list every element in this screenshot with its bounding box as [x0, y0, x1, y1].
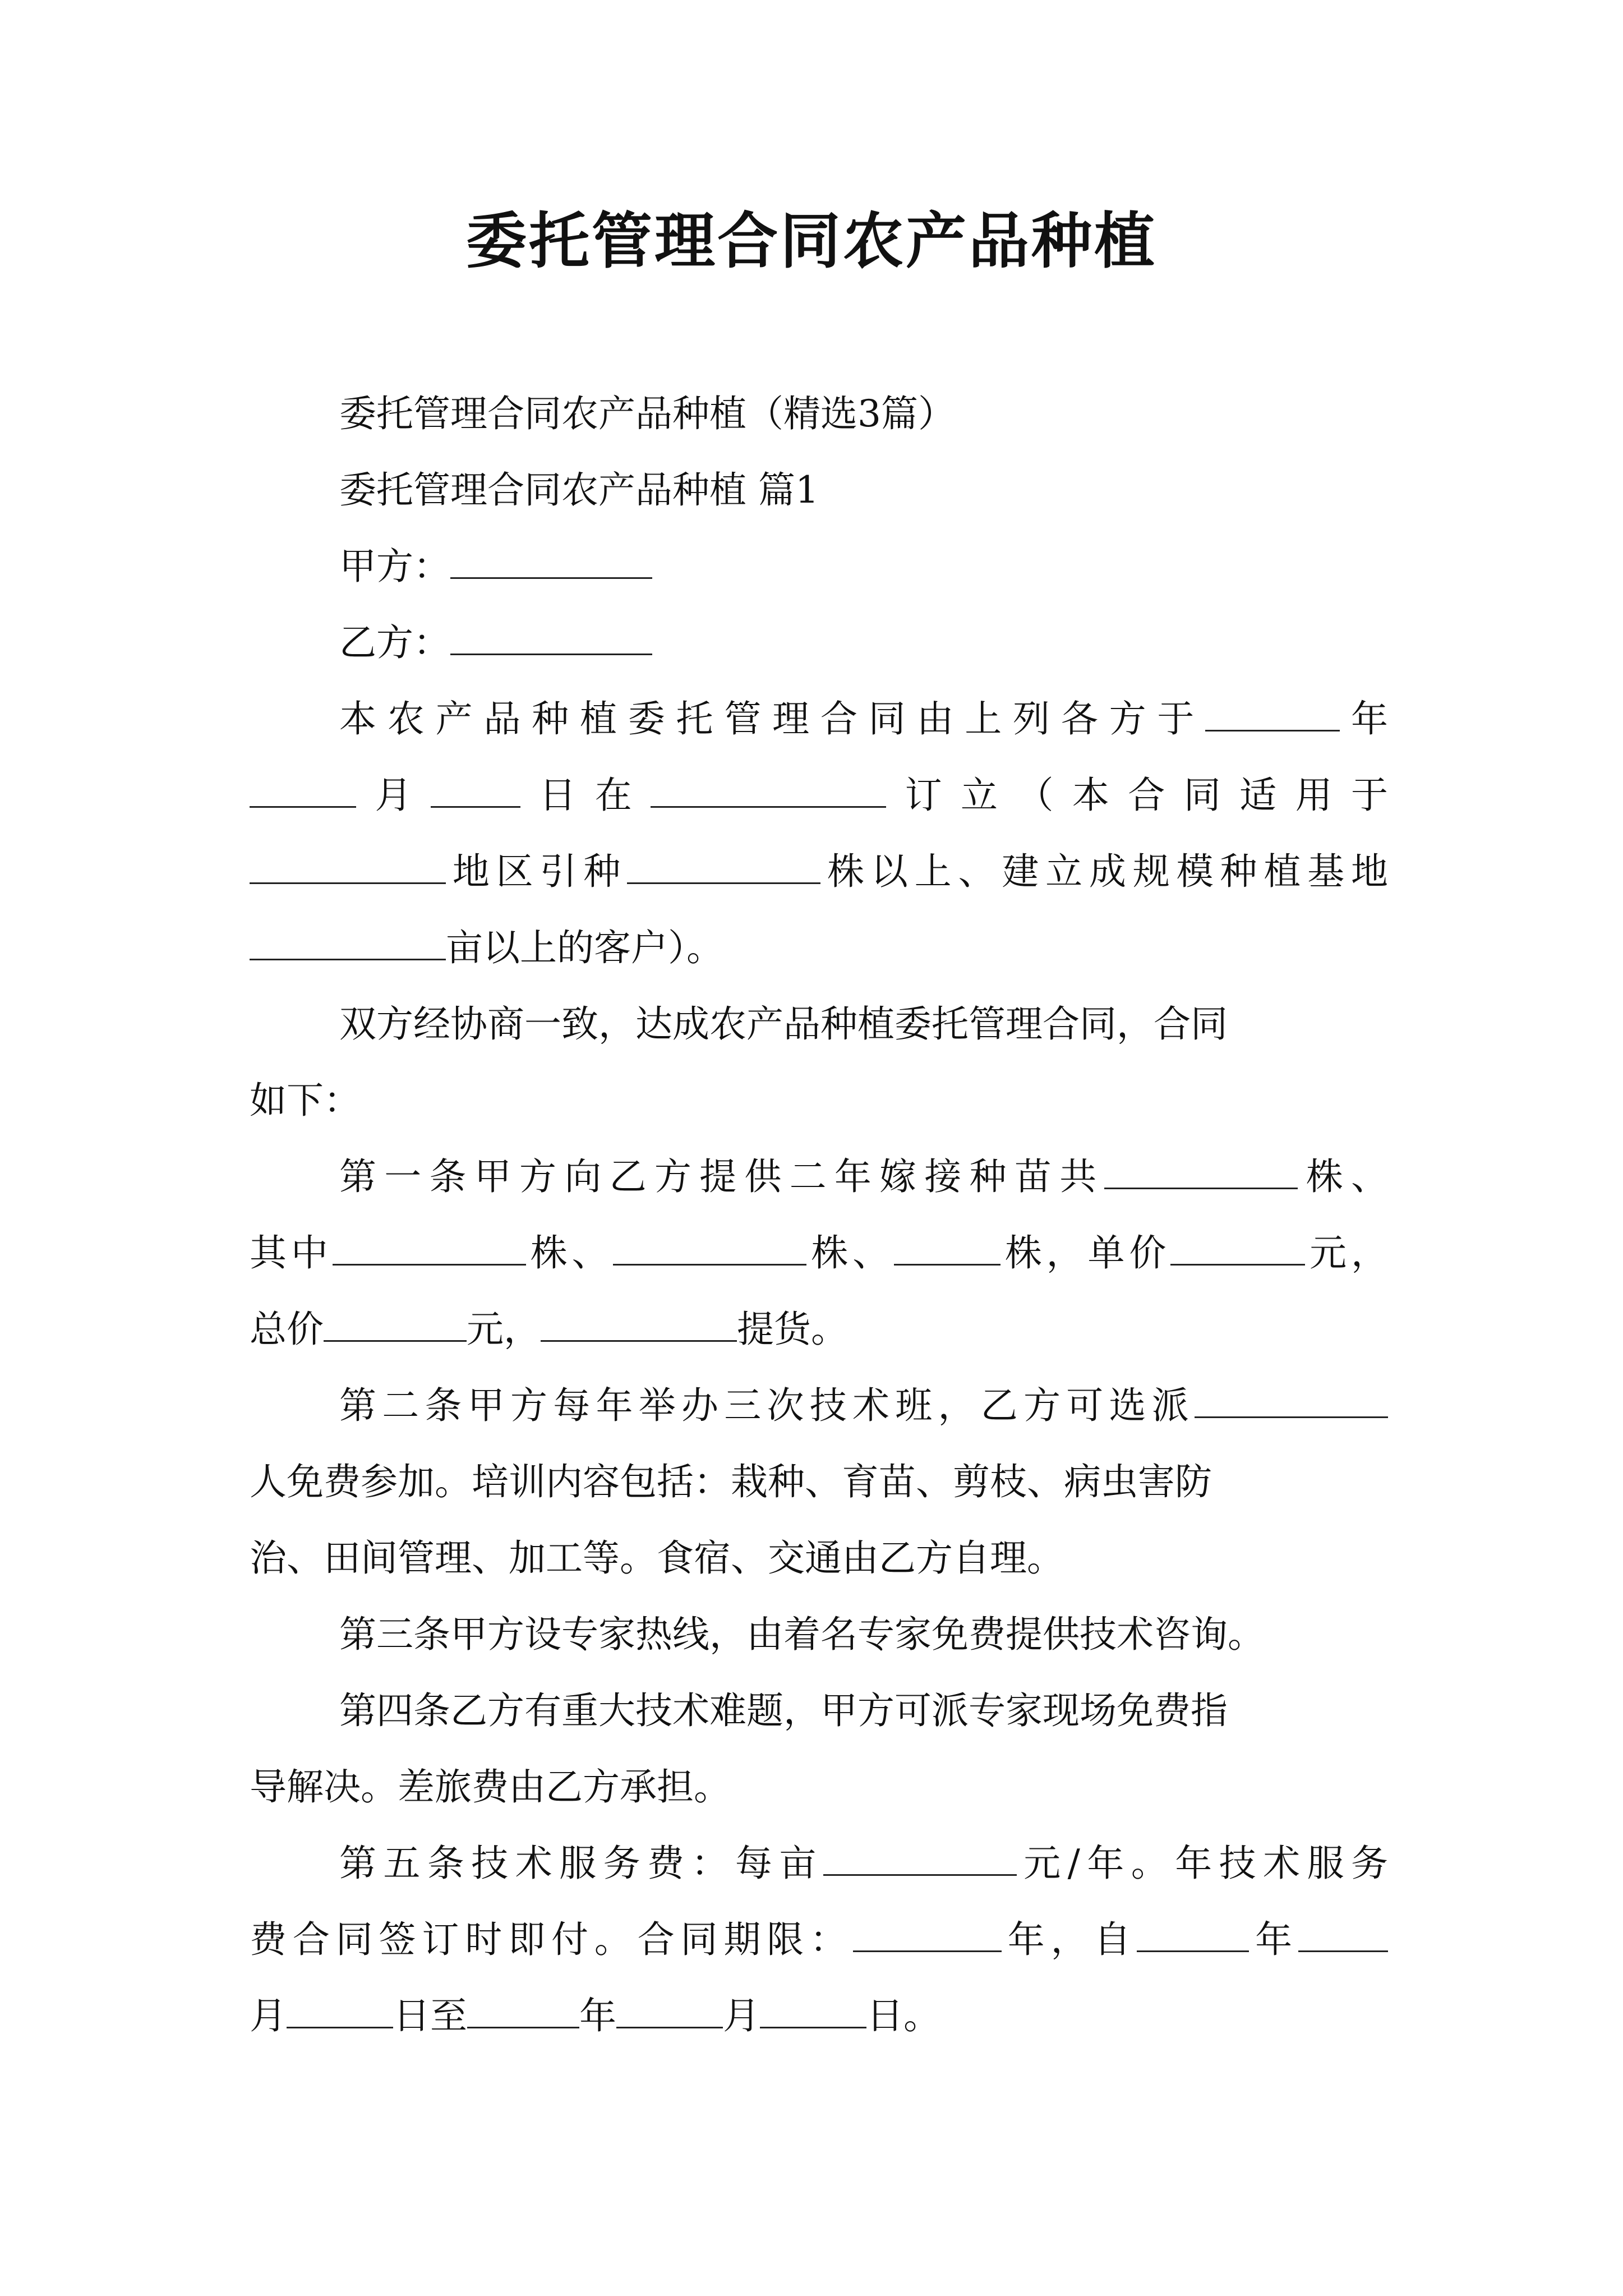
article-5-text-9: 月: [723, 1994, 760, 2037]
place-blank: [651, 773, 886, 808]
party-a-label: 甲方：: [339, 545, 450, 588]
intro-text-3: 月: [356, 774, 431, 817]
article-1-text-6: 株，单价: [1000, 1231, 1171, 1274]
seedling-type-3-blank: [894, 1231, 1000, 1266]
agreement-line-1: 双方经协商一致，达成农产品种植委托管理合同，合同: [339, 1002, 1228, 1046]
article-5-text-3: 费合同签订时即付。合同期限：: [250, 1918, 853, 1961]
intro-text-2: 年: [1340, 697, 1389, 740]
plant-count-blank: [627, 849, 820, 884]
seedling-type-1-blank: [333, 1231, 526, 1266]
unit-price-blank: [1170, 1231, 1305, 1266]
term-years-blank: [853, 1917, 1002, 1952]
article-5-text-7: 日至: [393, 1994, 467, 2037]
region-blank: [250, 849, 446, 884]
article-1-text-5: 株、: [806, 1231, 894, 1274]
article-1-line-1: [250, 1139, 1388, 1215]
article-1-text-10: 提货。: [737, 1308, 848, 1351]
year-blank: [1205, 697, 1340, 731]
article-2-text-1: 第二条甲方每年举办三次技术班，乙方可选派: [339, 1384, 1195, 1427]
end-year-blank: [467, 1994, 579, 2028]
document-title: 委托管理合同农产品种植: [465, 206, 1157, 277]
trainee-count-blank: [1195, 1383, 1388, 1418]
article-1-text-1: 第一条甲方向乙方提供二年嫁接种苗共: [339, 1155, 1105, 1198]
party-b-line: [250, 605, 1388, 681]
intro-line-1: [250, 681, 1388, 757]
delivery-blank: [541, 1307, 737, 1342]
end-day-blank: [760, 1994, 866, 2028]
article-1-line-2: [250, 1215, 1388, 1291]
service-fee-blank: [823, 1841, 1017, 1876]
article-5-text-1: 第五条技术服务费：每亩: [339, 1842, 823, 1885]
article-1-text-3: 其中: [250, 1231, 333, 1274]
start-month-blank: [1298, 1917, 1388, 1952]
end-month-blank: [616, 1994, 723, 2028]
acre-blank: [250, 926, 446, 960]
article-5-text-6: 月: [250, 1994, 287, 2037]
article-1-text-9: 元，: [467, 1308, 541, 1351]
article-2-line-3: 治、田间管理、加工等。食宿、交通由乙方自理。: [250, 1536, 1064, 1580]
intro-line-3: [250, 834, 1388, 910]
article-1-line-3: [250, 1291, 1388, 1368]
total-price-blank: [324, 1307, 467, 1342]
article-5-line-2: [250, 1902, 1388, 1978]
intro-text-6: 地区引种: [446, 850, 628, 893]
article-1-text-4: 株、: [525, 1231, 614, 1274]
intro-line-4: [250, 910, 1388, 986]
article-4-line-2: 导解决。差旅费由乙方承担。: [250, 1765, 731, 1809]
article-5-text-2: 元/年。年技术服务: [1016, 1842, 1388, 1885]
article-5-text-8: 年: [579, 1994, 616, 2037]
party-b-label: 乙方：: [339, 621, 450, 664]
agreement-line-2: 如下：: [250, 1079, 361, 1122]
subtitle: 委托管理合同农产品种植（精选3篇）: [339, 392, 955, 435]
article-1-text-2: 株、: [1298, 1155, 1389, 1198]
party-a-blank: [450, 544, 652, 579]
article-5-line-3: [250, 1978, 1388, 2054]
start-day-blank: [287, 1994, 393, 2028]
intro-text-4: 日在: [520, 774, 651, 817]
article-4-line-1: 第四条乙方有重大技术难题，甲方可派专家现场免费指: [339, 1689, 1228, 1732]
article-3-line: 第三条甲方设专家热线，由着名专家免费提供技术咨询。: [339, 1613, 1265, 1656]
month-blank: [250, 773, 356, 808]
article-5-text-10: 日。: [866, 1994, 940, 2037]
article-1-text-8: 总价: [250, 1308, 324, 1351]
party-a-line: [250, 528, 1388, 605]
party-b-blank: [450, 620, 652, 655]
start-year-blank: [1137, 1917, 1249, 1952]
intro-text-1: 本农产品种植委托管理合同由上列各方于: [339, 697, 1206, 740]
intro-text-8: 亩以上的客户）。: [446, 926, 723, 969]
section-heading: 委托管理合同农产品种植 篇1: [339, 468, 819, 512]
intro-text-5: 订立（本合同适用于: [886, 774, 1389, 817]
article-1-text-7: 元，: [1305, 1231, 1389, 1274]
article-2-line-2: 人免费参加。培训内容包括：栽种、育苗、剪枝、病虫害防: [250, 1460, 1212, 1503]
intro-text-7: 株以上、建立成规模种植基地: [820, 850, 1389, 893]
intro-line-2: [250, 757, 1388, 834]
seedling-type-2-blank: [613, 1231, 806, 1266]
article-2-line-1: [250, 1368, 1388, 1444]
article-5-text-4: 年，自: [1001, 1918, 1137, 1961]
article-5-text-5: 年: [1249, 1918, 1299, 1961]
article-5-line-1: [250, 1825, 1388, 1902]
seedling-total-blank: [1104, 1154, 1298, 1189]
day-blank: [431, 773, 520, 808]
